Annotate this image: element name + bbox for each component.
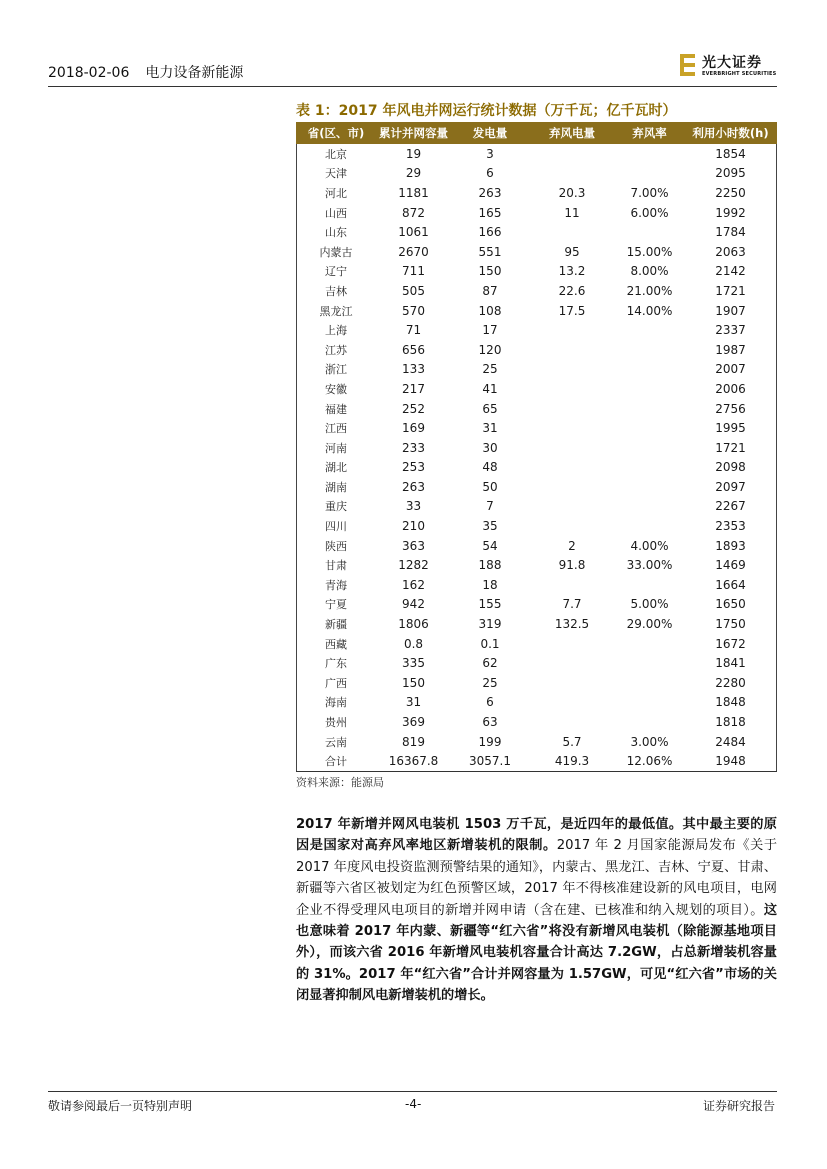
paragraph-sentence-2: 2017 年 2 月国家能源局发布《关于 2017 年度风电投资监测预警结果的通知》，内蒙古、黑龙江、吉林、宁夏、甘肃、新疆等六省区被划定为红色预警区域，2017 年不得核准建设新的风电项目，电网企业不得受理风电项目的新增并网申请（含在建、已核准和纳入规划的项目）。 xyxy=(296,838,778,918)
table-row xyxy=(296,477,777,497)
province-cell: 上海 xyxy=(325,324,347,338)
province-cell: 云南 xyxy=(325,735,347,749)
table-row xyxy=(296,575,777,595)
column-header: 弃风电量 xyxy=(529,122,615,144)
table-row xyxy=(296,653,777,673)
province-cell: 江苏 xyxy=(325,343,347,357)
value-cell: 33.00% xyxy=(626,558,673,573)
value-cell: 29.00% xyxy=(626,617,673,632)
value-cell xyxy=(529,379,615,399)
table-row xyxy=(296,203,777,223)
value-cell: 2250 xyxy=(715,185,746,200)
value-cell: 1784 xyxy=(715,225,746,240)
column-header: 省(区、市) xyxy=(296,122,376,144)
paragraph-sentence-3: 这也意味着 2017 年内蒙、新疆等“红六省”将没有新增风电装机（除能源基地项目外），而该六省 2016 年新增风电装机容量合计高达 7.2GW，占总新增装机容量的 31%。2017 年“红六省”合计并网容量为 1.57GW，可见“红六省”市场的关闭显著抑制风电新增装机的增长。 xyxy=(296,902,777,1004)
footer-disclaimer: 敬请参阅最后一页特别声明 xyxy=(48,1099,193,1113)
value-cell: 253 xyxy=(402,460,425,475)
province-cell: 宁夏 xyxy=(325,598,347,612)
page-header xyxy=(48,62,243,82)
value-cell xyxy=(615,379,684,399)
value-cell: 3.00% xyxy=(630,734,669,749)
table-row xyxy=(296,379,777,399)
value-cell: 41 xyxy=(482,381,498,396)
value-cell: 7 xyxy=(486,499,494,514)
value-cell: 1893 xyxy=(715,538,746,553)
value-cell: 8.00% xyxy=(630,264,669,279)
value-cell: 15.00% xyxy=(626,244,673,259)
value-cell: 33 xyxy=(405,499,422,514)
value-cell: 1854 xyxy=(715,146,746,161)
province-cell: 海南 xyxy=(325,696,347,710)
company-logo xyxy=(680,52,790,82)
analysis-paragraph xyxy=(296,814,777,1007)
value-cell: 19 xyxy=(405,146,422,161)
value-cell: 872 xyxy=(402,205,425,220)
province-cell: 湖北 xyxy=(325,461,347,475)
value-cell: 31 xyxy=(482,421,498,436)
header-divider xyxy=(48,86,777,87)
value-cell: 5.00% xyxy=(630,597,669,612)
value-cell xyxy=(529,320,615,340)
province-cell: 合计 xyxy=(296,751,376,771)
value-cell xyxy=(615,497,684,517)
value-cell xyxy=(615,360,684,380)
province-cell: 山东 xyxy=(325,226,347,240)
value-cell xyxy=(529,438,615,458)
value-cell: 1664 xyxy=(715,577,746,592)
value-cell: 6 xyxy=(486,695,494,710)
value-cell xyxy=(615,653,684,673)
value-cell: 1841 xyxy=(715,656,746,671)
table-row xyxy=(296,164,777,184)
table-row xyxy=(296,144,777,164)
value-cell: 50 xyxy=(482,479,498,494)
wind-power-table xyxy=(296,122,777,772)
value-cell: 2095 xyxy=(715,166,746,181)
value-cell: 363 xyxy=(402,538,425,553)
table-row xyxy=(296,438,777,458)
paragraph-sentence-1: 2017 年新增并网风电装机 1503 万千瓦，是近四年的最低值。其中最主要的原因是国家对高弃风率地区新增装机的限制。 xyxy=(296,817,777,854)
province-cell: 河北 xyxy=(325,186,347,200)
value-cell xyxy=(615,634,684,654)
value-cell: 2142 xyxy=(715,264,746,279)
value-cell: 1181 xyxy=(398,185,429,200)
value-cell xyxy=(615,222,684,242)
table-row xyxy=(296,320,777,340)
province-cell: 山西 xyxy=(325,206,347,220)
value-cell: 4.00% xyxy=(630,538,669,553)
value-cell: 30 xyxy=(482,440,498,455)
value-cell: 150 xyxy=(478,264,502,279)
column-header: 利用小时数(h) xyxy=(684,122,777,144)
value-cell: 1992 xyxy=(715,205,746,220)
province-cell: 贵州 xyxy=(325,716,347,730)
value-cell xyxy=(615,144,684,164)
value-cell xyxy=(615,458,684,478)
value-cell: 2337 xyxy=(715,323,746,338)
province-cell: 广西 xyxy=(325,676,347,690)
value-cell xyxy=(529,144,615,164)
value-cell: 54 xyxy=(482,538,498,553)
value-cell: 21.00% xyxy=(626,283,673,298)
footer-divider xyxy=(48,1091,777,1092)
table-source: 资料来源：能源局 xyxy=(296,776,384,789)
province-cell: 辽宁 xyxy=(325,265,347,279)
value-cell: 1469 xyxy=(715,558,746,573)
value-cell: 2670 xyxy=(398,244,429,259)
value-cell: 2484 xyxy=(715,734,746,749)
table-row xyxy=(296,183,777,203)
value-cell xyxy=(529,418,615,438)
value-cell: 108 xyxy=(478,303,502,318)
value-cell xyxy=(529,634,615,654)
value-cell: 20.3 xyxy=(558,185,586,200)
value-cell: 233 xyxy=(402,440,425,455)
value-cell: 188 xyxy=(478,558,502,573)
province-cell: 福建 xyxy=(325,402,347,416)
value-cell: 120 xyxy=(478,342,502,357)
value-cell: 13.2 xyxy=(558,264,586,279)
value-cell: 22.6 xyxy=(558,283,586,298)
value-cell: 505 xyxy=(402,283,425,298)
value-cell: 263 xyxy=(402,479,425,494)
value-cell: 819 xyxy=(402,734,425,749)
value-cell xyxy=(529,458,615,478)
value-cell xyxy=(615,320,684,340)
table-row xyxy=(296,418,777,438)
value-cell: 7.00% xyxy=(630,185,669,200)
value-cell: 12.06% xyxy=(615,751,684,771)
value-cell: 369 xyxy=(402,715,425,730)
value-cell: 2 xyxy=(568,538,576,553)
logo-name: 光大证券 xyxy=(702,55,762,71)
value-cell: 16367.8 xyxy=(376,751,451,771)
table-row xyxy=(296,614,777,634)
value-cell xyxy=(529,712,615,732)
value-cell xyxy=(615,673,684,693)
province-cell: 河南 xyxy=(325,441,347,455)
value-cell: 25 xyxy=(482,675,498,690)
value-cell: 1750 xyxy=(715,617,746,632)
value-cell: 25 xyxy=(482,362,498,377)
value-cell: 48 xyxy=(482,460,498,475)
province-cell: 黑龙江 xyxy=(319,304,353,318)
province-cell: 广东 xyxy=(325,657,347,671)
value-cell xyxy=(615,516,684,536)
table-row xyxy=(296,595,777,615)
value-cell: 942 xyxy=(402,597,425,612)
value-cell xyxy=(615,418,684,438)
value-cell: 162 xyxy=(402,577,425,592)
value-cell: 3 xyxy=(486,146,494,161)
value-cell: 3057.1 xyxy=(451,751,529,771)
value-cell: 2063 xyxy=(715,244,746,259)
value-cell xyxy=(529,673,615,693)
province-cell: 吉林 xyxy=(325,284,347,298)
value-cell: 551 xyxy=(478,244,502,259)
report-date: 2018-02-06 xyxy=(48,65,130,81)
value-cell: 656 xyxy=(402,342,425,357)
value-cell: 2280 xyxy=(715,675,746,690)
value-cell: 5.7 xyxy=(562,734,582,749)
value-cell: 1721 xyxy=(715,283,746,298)
value-cell: 419.3 xyxy=(529,751,615,771)
value-cell: 570 xyxy=(402,303,425,318)
value-cell: 1650 xyxy=(715,597,746,612)
value-cell xyxy=(529,360,615,380)
table-title: 表 1：2017 年风电并网运行统计数据（万千瓦；亿千瓦时） xyxy=(296,103,677,119)
logo-mark-icon xyxy=(680,54,695,76)
table-row xyxy=(296,693,777,713)
value-cell: 2007 xyxy=(715,362,746,377)
province-cell: 重庆 xyxy=(325,500,347,514)
province-cell: 内蒙古 xyxy=(319,245,353,259)
value-cell: 132.5 xyxy=(554,617,590,632)
value-cell: 1282 xyxy=(398,558,429,573)
value-cell: 14.00% xyxy=(626,303,673,318)
table-row xyxy=(296,497,777,517)
value-cell: 2097 xyxy=(715,479,746,494)
value-cell: 6.00% xyxy=(630,205,669,220)
value-cell xyxy=(529,575,615,595)
province-cell: 北京 xyxy=(325,147,347,161)
value-cell: 71 xyxy=(405,323,422,338)
table-row xyxy=(296,673,777,693)
province-cell: 陕西 xyxy=(325,539,347,553)
value-cell: 1995 xyxy=(715,421,746,436)
table-row xyxy=(296,281,777,301)
province-cell: 湖南 xyxy=(325,480,347,494)
value-cell xyxy=(615,712,684,732)
value-cell xyxy=(529,340,615,360)
value-cell xyxy=(615,438,684,458)
value-cell: 2006 xyxy=(715,381,746,396)
footer-report-type: 证券研究报告 xyxy=(703,1099,776,1113)
value-cell xyxy=(615,477,684,497)
table-row xyxy=(296,634,777,654)
value-cell: 133 xyxy=(402,362,425,377)
value-cell: 319 xyxy=(478,617,502,632)
table-row xyxy=(296,360,777,380)
value-cell: 95 xyxy=(564,244,580,259)
value-cell: 63 xyxy=(482,715,498,730)
value-cell: 17.5 xyxy=(558,303,586,318)
value-cell xyxy=(529,164,615,184)
table-row xyxy=(296,458,777,478)
value-cell: 18 xyxy=(482,577,498,592)
table-row xyxy=(296,712,777,732)
column-header: 发电量 xyxy=(451,122,529,144)
value-cell: 1907 xyxy=(715,303,746,318)
value-cell: 166 xyxy=(478,225,502,240)
column-header: 累计并网容量 xyxy=(376,122,451,144)
value-cell xyxy=(529,477,615,497)
value-cell xyxy=(615,575,684,595)
value-cell: 2353 xyxy=(715,519,746,534)
value-cell: 62 xyxy=(482,656,498,671)
page-number: -4- xyxy=(405,1097,422,1111)
value-cell xyxy=(615,693,684,713)
value-cell xyxy=(529,516,615,536)
column-header: 弃风率 xyxy=(615,122,684,144)
value-cell: 17 xyxy=(482,323,498,338)
value-cell: 1721 xyxy=(715,440,746,455)
value-cell xyxy=(615,399,684,419)
table-border-right xyxy=(776,144,777,771)
province-cell: 西藏 xyxy=(325,637,347,651)
value-cell: 210 xyxy=(402,519,425,534)
province-cell: 四川 xyxy=(325,520,347,534)
value-cell xyxy=(529,222,615,242)
value-cell: 199 xyxy=(478,734,502,749)
table-body xyxy=(296,144,777,772)
value-cell: 0.1 xyxy=(480,636,500,651)
value-cell: 1061 xyxy=(398,225,429,240)
value-cell xyxy=(529,497,615,517)
table-header-row xyxy=(296,122,777,144)
value-cell: 165 xyxy=(478,205,502,220)
value-cell: 155 xyxy=(478,597,502,612)
table-row xyxy=(296,340,777,360)
table-row xyxy=(296,555,777,575)
value-cell: 335 xyxy=(402,656,425,671)
value-cell xyxy=(615,340,684,360)
value-cell: 29 xyxy=(405,166,422,181)
value-cell xyxy=(529,653,615,673)
table-border-left xyxy=(296,144,297,771)
value-cell: 217 xyxy=(402,381,425,396)
value-cell: 6 xyxy=(486,166,494,181)
logo-english-name: EVERBRIGHT SECURITIES xyxy=(702,71,777,77)
value-cell xyxy=(529,399,615,419)
value-cell: 150 xyxy=(402,675,425,690)
table-row xyxy=(296,732,777,752)
value-cell xyxy=(615,164,684,184)
province-cell: 青海 xyxy=(325,578,347,592)
value-cell: 1806 xyxy=(398,617,429,632)
province-cell: 新疆 xyxy=(325,618,347,632)
province-cell: 安徽 xyxy=(325,382,347,396)
table-row xyxy=(296,399,777,419)
province-cell: 甘肃 xyxy=(325,559,347,573)
table-total-row xyxy=(296,751,777,771)
value-cell: 711 xyxy=(402,264,425,279)
table-row xyxy=(296,222,777,242)
table-row xyxy=(296,516,777,536)
province-cell: 江西 xyxy=(325,422,347,436)
province-cell: 浙江 xyxy=(325,363,347,377)
value-cell: 2098 xyxy=(715,460,746,475)
value-cell: 1672 xyxy=(715,636,746,651)
value-cell: 252 xyxy=(402,401,425,416)
value-cell: 0.8 xyxy=(403,636,424,651)
value-cell: 1987 xyxy=(715,342,746,357)
value-cell: 1818 xyxy=(715,715,746,730)
value-cell xyxy=(529,693,615,713)
province-cell: 天津 xyxy=(325,167,347,181)
value-cell: 2756 xyxy=(715,401,746,416)
value-cell: 91.8 xyxy=(558,558,586,573)
value-cell: 263 xyxy=(478,185,502,200)
value-cell: 2267 xyxy=(715,499,746,514)
table-row xyxy=(296,301,777,321)
value-cell: 35 xyxy=(482,519,498,534)
value-cell: 1948 xyxy=(684,751,777,771)
table-row xyxy=(296,536,777,556)
value-cell: 31 xyxy=(405,695,422,710)
value-cell: 65 xyxy=(482,401,498,416)
value-cell: 87 xyxy=(482,283,498,298)
value-cell: 169 xyxy=(402,421,425,436)
table-row xyxy=(296,262,777,282)
value-cell: 1848 xyxy=(715,695,746,710)
table-row xyxy=(296,242,777,262)
value-cell: 11 xyxy=(564,205,580,220)
value-cell: 7.7 xyxy=(562,597,582,612)
report-sector: 电力设备新能源 xyxy=(145,65,244,81)
